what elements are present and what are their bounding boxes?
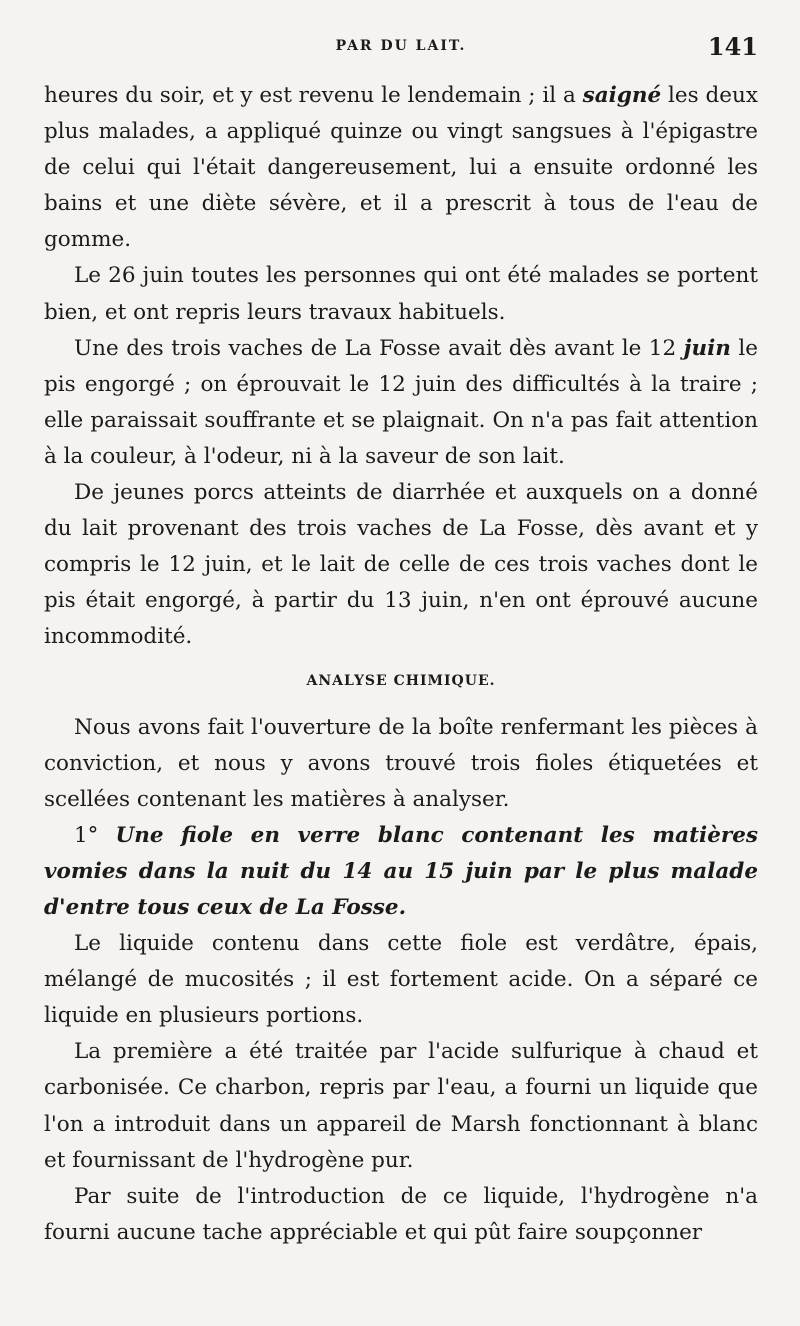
page-header (44, 34, 758, 78)
paragraph-9: Par suite de l'introduction de ce liquide, l'hydrogène n'a fourni aucune tache appréciable et qui pût faire soupçonner (44, 1183, 758, 1245)
item-description: Une fiole en verre blanc contenant les matières vomies dans la nuit du 14 au 15 juin par le plus malade d'entre tous ceux de La Fosse. (44, 822, 758, 920)
page-number: 141 (707, 32, 758, 61)
paragraph-1-start: heures du soir, et y est revenu le lendemain ; il a (44, 83, 583, 108)
paragraph-5: Nous avons fait l'ouverture de la boîte renfermant les pièces à conviction, et nous y avons trouvé trois fioles étiquetées et scellées contenant les matières à analyser. (44, 714, 758, 812)
paragraph-8: La première a été traitée par l'acide sulfurique à chaud et carbonisée. Ce charbon, repris par l'eau, a fourni un liquide que l'on a introduit dans un appareil de Marsh fonctionnant à blanc et fournissant de l'hydrogène pur. (44, 1039, 758, 1173)
paragraph-7: Le liquide contenu dans cette fiole est verdâtre, épais, mélangé de mucosités ; il est fortement acide. On a séparé ce liquide en plusieurs portions. (44, 931, 758, 1029)
paragraph-3 (44, 331, 758, 475)
paragraph-2: Le 26 juin toutes les personnes qui ont été malades se portent bien, et ont repris leurs travaux habituels. (44, 263, 758, 325)
running-head: PAR DU LAIT. (335, 38, 467, 54)
section-title: ANALYSE CHIMIQUE. (306, 672, 496, 689)
paragraph-6 (44, 818, 758, 926)
paragraph-1 (44, 78, 758, 258)
paragraph-3-emphasis: juin (683, 335, 731, 361)
paragraph-4: De jeunes porcs atteints de diarrhée et auxquels on a donné du lait provenant des trois vaches de La Fosse, dès avant et y compris le 12 juin, et le lait de celle de ces trois vaches dont le pis était engorgé, à partir du 13 juin, n'en ont éprouvé aucune incommodité. (44, 480, 758, 650)
paragraph-3-start: Une des trois vaches de La Fosse avait dès avant le 12 (74, 335, 684, 361)
paragraph-1-emphasis: saigné (582, 83, 662, 108)
paragraph-3-end: le pis engorgé ; on éprouvait le 12 juin des difficultés à la traire ; elle paraissait souffrante et se plaignait. On n'a pas fait attention à la couleur, à l'odeur, ni à la saveur de son lait. (44, 335, 758, 469)
item-number: 1° (74, 822, 116, 848)
body-text (44, 78, 758, 1251)
paragraph-1-end: les deux plus malades, a appliqué quinze ou vingt sangsues à l'épigastre de celui qui l'était dangereusement, lui a ensuite ordonné les bains et une diète sévère, et il a prescrit à tous de l'eau de gomme. (44, 83, 758, 253)
